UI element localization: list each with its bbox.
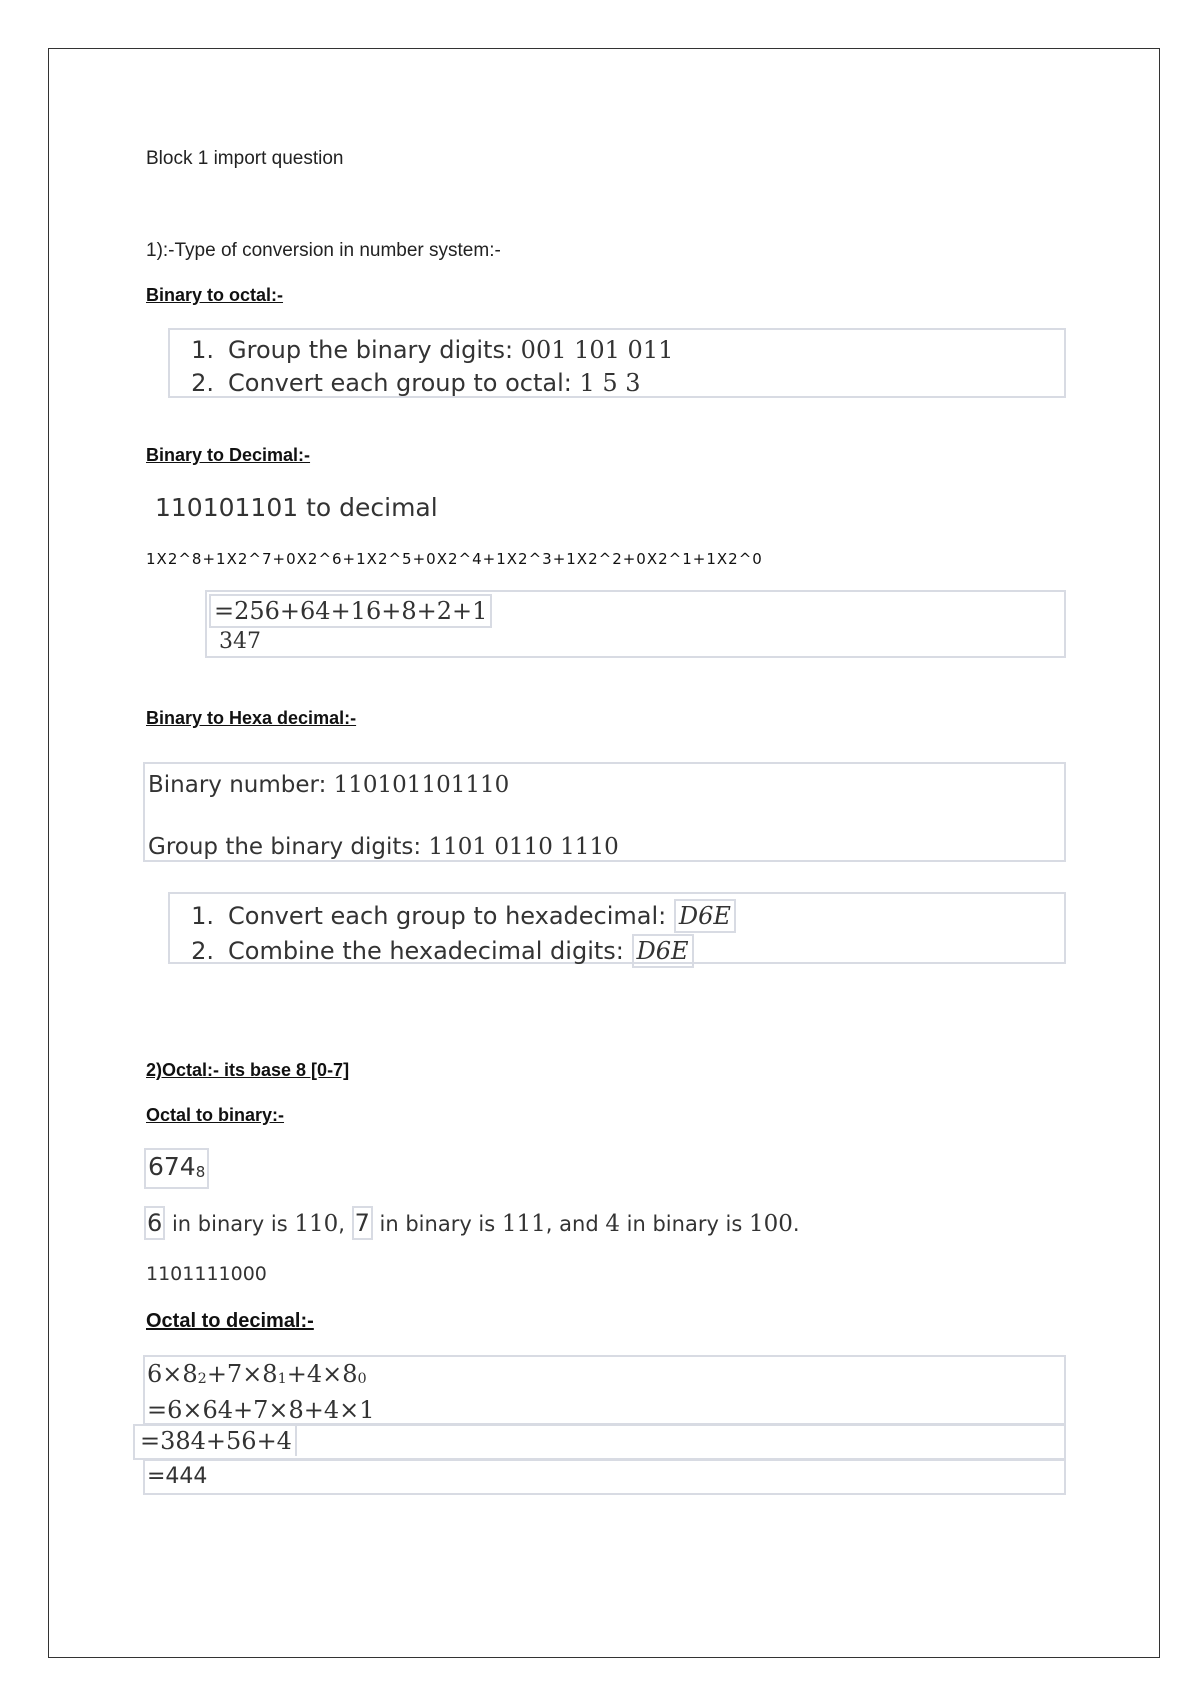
binary-number-line: Binary number: 110101101110 (148, 772, 510, 798)
heading-octal-to-binary: Octal to binary:- (146, 1105, 285, 1125)
octal-binary-result: 1101111000 (146, 1263, 267, 1285)
question-1: 1):-Type of conversion in number system:- (146, 240, 501, 261)
binary-decimal-result: 347 (219, 629, 261, 654)
binary-hex-steps-box (168, 892, 1066, 964)
octal-decimal-line-1: $6\times 8_2+7\times 8_1+4\times 8_0$ (147, 1360, 367, 1388)
binary-hex-info-box (143, 762, 1066, 862)
heading-binary-to-octal: Binary to octal:- (146, 285, 284, 305)
octal-number-box: $674_8$ (144, 1148, 209, 1189)
binary-decimal-problem: 110101101 to decimal (155, 493, 438, 522)
heading-binary-to-decimal: Binary to Decimal:- (146, 445, 311, 465)
octal-decimal-box-1 (143, 1355, 1066, 1425)
octal-decimal-line-2: =6×64+7×8+4×1 (147, 1396, 375, 1424)
binary-hex-step-1: 1. Convert each group to hexadecimal: D6E (178, 898, 1064, 934)
octal-decimal-line-4: =444 (147, 1464, 208, 1489)
heading-octal-to-decimal: Octal to decimal:- (146, 1310, 314, 1332)
question-2-heading: 2)Octal:- its base 8 [0-7] (146, 1060, 350, 1080)
binary-decimal-expansion: 1X2^8+1X2^7+0X2^6+1X2^5+0X2^4+1X2^3+1X2^2+0X2^1+1X2^0 (146, 550, 763, 568)
binary-decimal-result-box (205, 590, 1066, 658)
binary-octal-steps-box (168, 328, 1066, 398)
octal-decimal-box-2 (133, 1424, 1066, 1460)
document-title: Block 1 import question (146, 148, 344, 169)
binary-hex-step-2: 2. Combine the hexadecimal digits: D6E (178, 934, 1064, 968)
heading-binary-to-hexadecimal: Binary to Hexa decimal:- (146, 708, 357, 728)
binary-group-line: Group the binary digits: 1101 0110 1110 (148, 834, 619, 860)
binary-decimal-sum: =256+64+16+8+2+1 (209, 594, 492, 628)
binary-octal-step-1: 1. Group the binary digits: 001 101 011 (191, 336, 674, 364)
octal-binary-explanation: 6 in binary is 110, 7 in binary is 111, and 4 in binary is 100. (144, 1206, 800, 1240)
binary-octal-step-2: 2. Convert each group to octal: 1 5 3 (191, 369, 641, 397)
octal-decimal-box-3 (143, 1459, 1066, 1495)
octal-decimal-line-3: =384+56+4 (137, 1426, 297, 1456)
